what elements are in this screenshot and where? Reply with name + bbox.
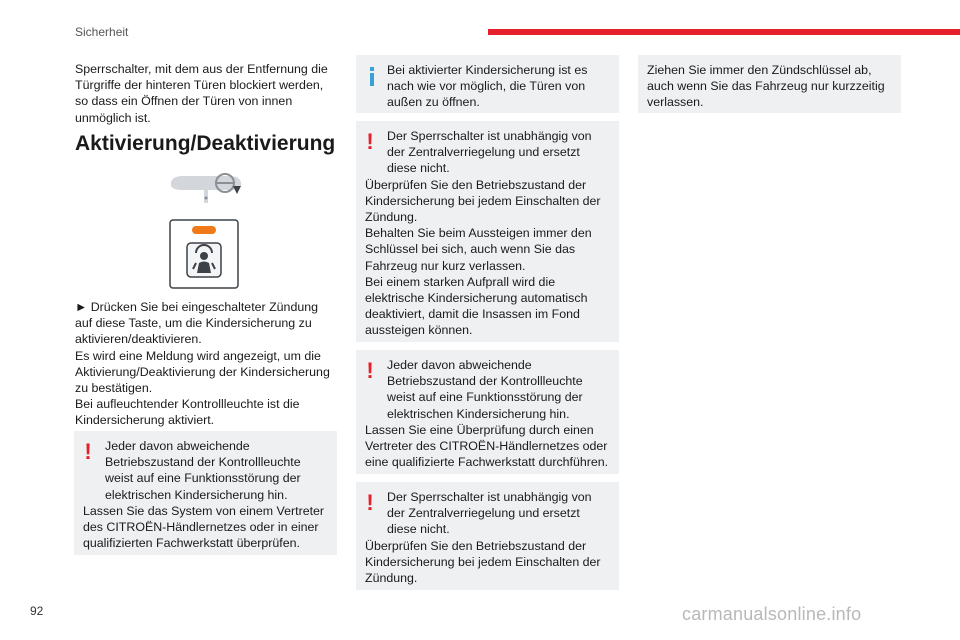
warning-icon: ! xyxy=(84,439,92,464)
warning-icon: ! xyxy=(366,129,374,154)
page-number: 92 xyxy=(30,604,44,618)
info-icon xyxy=(370,67,374,85)
info-box xyxy=(356,55,619,113)
step-press-button: ► Drücken Sie bei eingeschalteter Zündung auf diese Taste, um die Kindersicherung zu aktivieren/deaktivieren. xyxy=(75,300,319,347)
intro-paragraph: Sperrschalter, mit dem aus der Entfernung die Türgriffe der hinteren Türen blockiert werden, so dass ein Öffnen der Türen von innen unmöglich ist. xyxy=(75,62,328,125)
info-text: Bei aktivierter Kindersicherung ist es nach wie vor möglich, die Türen von außen zu öffnen. xyxy=(387,63,588,110)
warning-text-line: Lassen Sie eine Überprüfung durch einen Vertreter des CITROËN-Händlernetzes oder eine qualifizierte Fachwerkstatt durchführen. xyxy=(365,422,609,470)
warning-icon: ! xyxy=(366,490,374,515)
warning-box-2 xyxy=(356,350,619,474)
watermark: carmanualsonline.info xyxy=(682,604,862,624)
intro-text xyxy=(75,61,337,126)
warning-text-line: Überprüfen Sie den Betriebszustand der Kindersicherung bei jedem Einschalten der Zündung. xyxy=(365,177,601,225)
step-indicator: Bei aufleuchtender Kontrollleuchte ist die Kindersicherung aktiviert. xyxy=(75,397,300,428)
note-text: Ziehen Sie immer den Zündschlüssel ab, auch wenn Sie das Fahrzeug nur kurzzeitig verlassen. xyxy=(647,63,885,110)
warning-box-1 xyxy=(356,121,619,342)
warning-text-line: Bei einem starken Aufprall wird die elektrische Kindersicherung automatisch deaktiviert, damit die Insassen im Fond aussteigen können. xyxy=(365,274,588,338)
warning-text: Der Sperrschalter ist unabhängig von der Zentralverriegelung und ersetzt diese nicht. xyxy=(387,129,592,176)
section-title: Sicherheit xyxy=(75,25,129,39)
section-heading: Aktivierung/Deaktivierung xyxy=(75,132,336,155)
warning-box-3 xyxy=(356,482,619,590)
dashboard-location-illustration xyxy=(169,172,243,206)
warning-text: Jeder davon abweichende Betriebszustand der Kontrollleuchte weist auf eine Funktionsstörung der elektrischen Kindersicherung hin. xyxy=(387,358,583,421)
warning-box-col1 xyxy=(74,431,337,555)
warning-text-line: Behalten Sie beim Aussteigen immer den Schlüssel bei sich, auch wenn Sie das Fahrzeug nur kurz verlassen. xyxy=(365,226,592,273)
step-message: Es wird eine Meldung wird angezeigt, um die Aktivierung/Deaktivierung der Kindersicherung zu bestätigen. xyxy=(75,348,330,396)
note-box xyxy=(638,55,901,113)
warning-text: Der Sperrschalter ist unabhängig von der Zentralverriegelung und ersetzt diese nicht. xyxy=(387,490,592,537)
warning-text-line: Überprüfen Sie den Betriebszustand der Kindersicherung bei jedem Einschalten der Zündung. xyxy=(365,538,601,586)
warning-text: Jeder davon abweichende Betriebszustand der Kontrollleuchte weist auf eine Funktionsstörung der elektrischen Kindersicherung hin. xyxy=(105,439,301,502)
instructions xyxy=(75,299,337,429)
child-lock-button-illustration xyxy=(169,219,239,289)
warning-icon: ! xyxy=(366,358,374,383)
warning-text-rest: Lassen Sie das System von einem Vertreter des CITROËN-Händlernetzes oder in einer qualifizierten Fachwerkstatt überprüfen. xyxy=(83,503,325,551)
header-accent-bar xyxy=(488,29,960,35)
led-indicator xyxy=(192,226,216,234)
